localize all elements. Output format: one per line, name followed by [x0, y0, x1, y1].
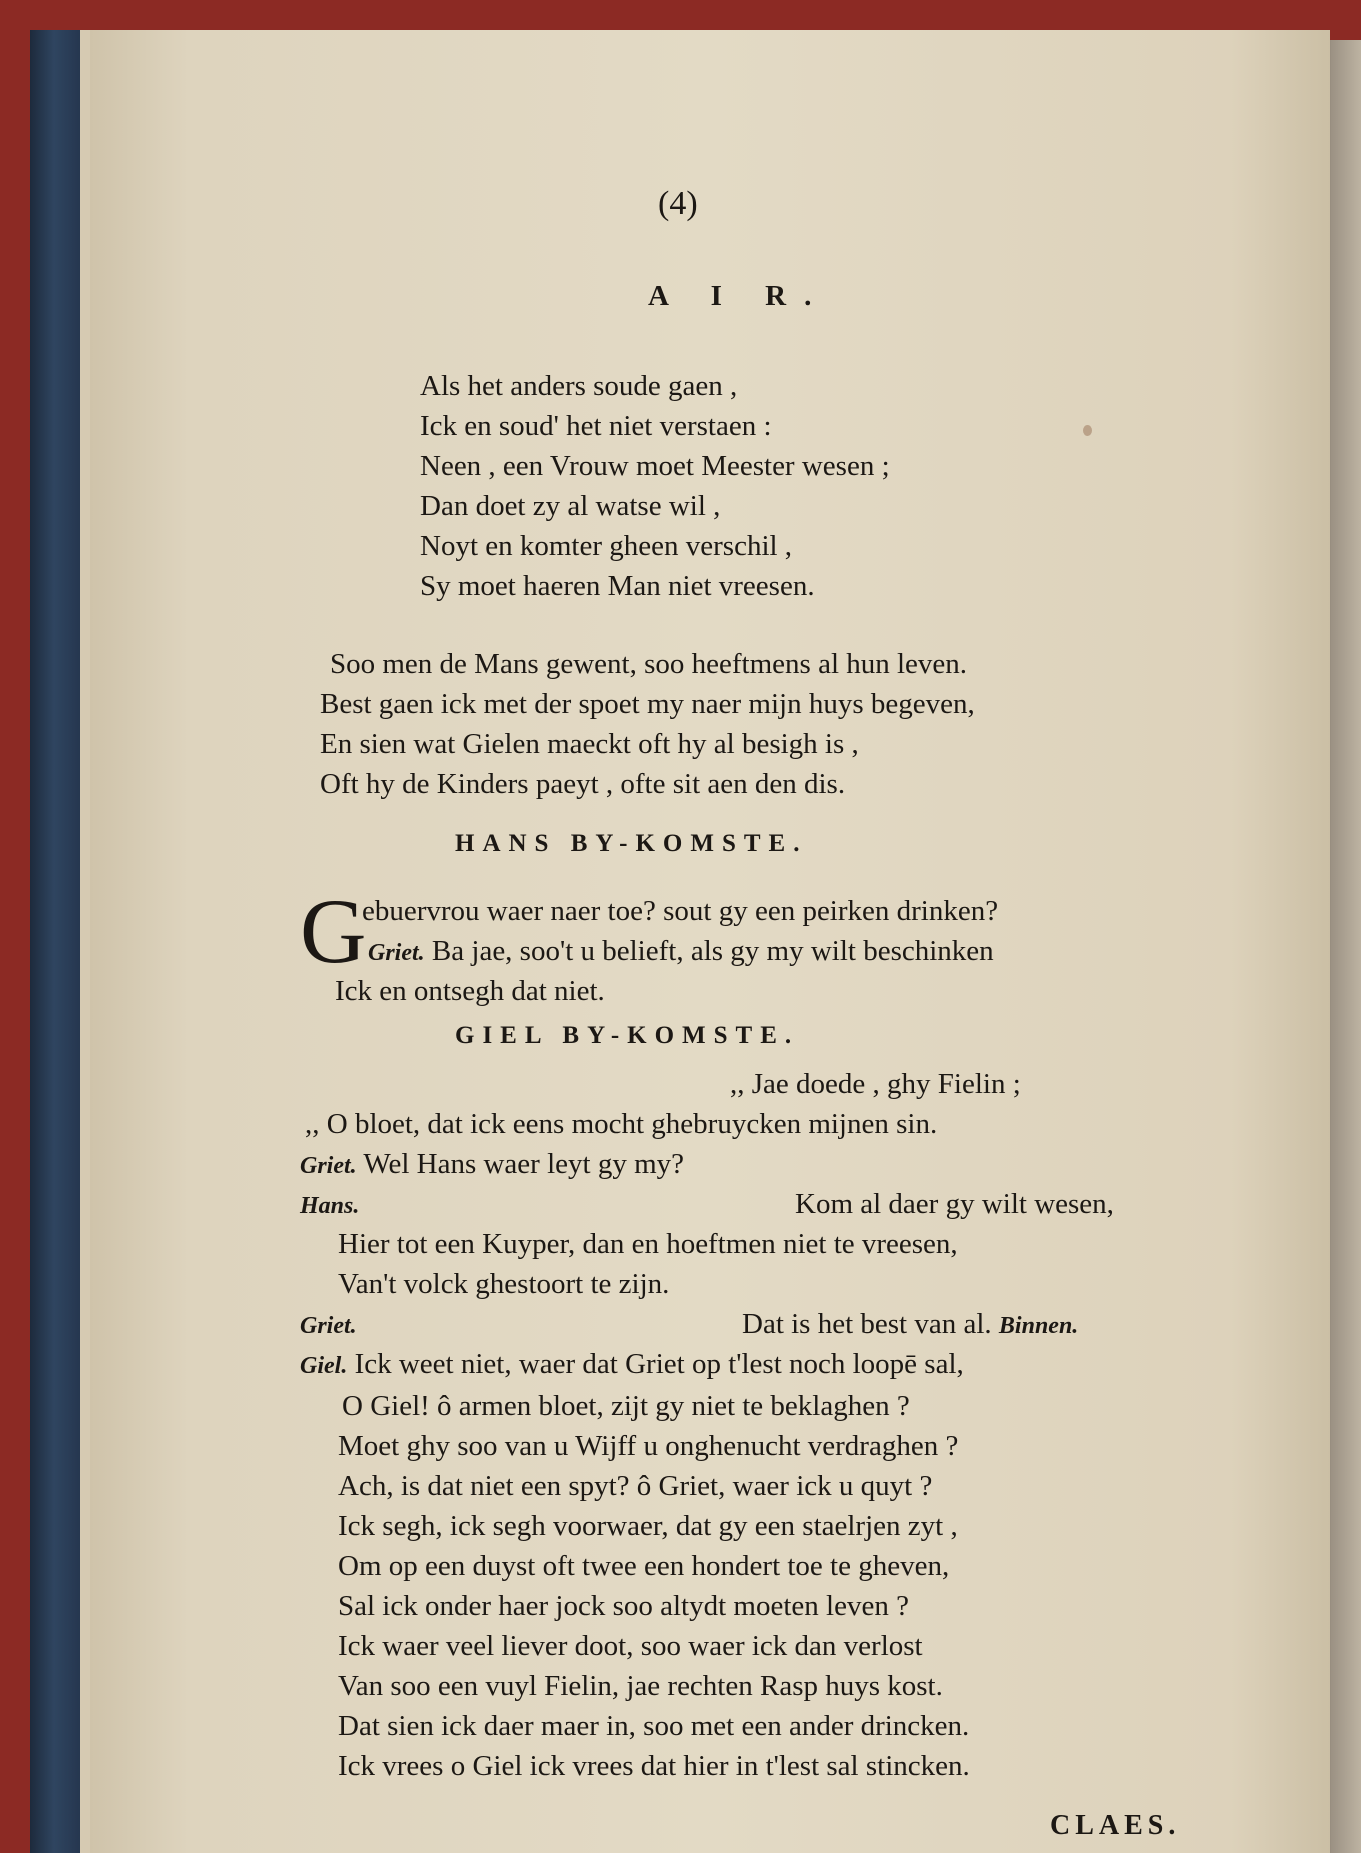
dialogue-text: ebuervrou waer naer toe? sout gy een peirken drinken?: [362, 895, 999, 927]
dialogue-text: Ick weet niet, waer dat Griet op t'lest noch loopē sal,: [354, 1348, 964, 1380]
drop-cap: G: [300, 880, 367, 982]
speech-line: Soo men de Mans gewent, soo heeftmens al hun leven.: [330, 648, 968, 680]
dialogue-text: Dat is het best van al.: [742, 1308, 992, 1340]
giel-heading: GIEL BY-KOMSTE.: [455, 1022, 800, 1049]
dialogue-line: Ach, is dat niet een spyt? ô Griet, waer ick u quyt ?: [338, 1470, 933, 1502]
dialogue-line: Ick vrees o Giel ick vrees dat hier in t'lest sal stincken.: [338, 1750, 970, 1782]
speech-line: Oft hy de Kinders paeyt , ofte sit aen den dis.: [320, 768, 846, 800]
air-heading: A I R.: [648, 280, 830, 312]
speaker-name: Griet.: [300, 1313, 357, 1339]
dialogue-line: Hier tot een Kuyper, dan en hoeftmen niet te vreesen,: [338, 1228, 958, 1260]
dialogue-line: O Giel! ô armen bloet, zijt gy niet te beklaghen ?: [342, 1390, 910, 1422]
dialogue-line: [300, 1348, 964, 1381]
verse-line: Ick en soud' het niet verstaen :: [420, 410, 772, 442]
dialogue-line: Ick segh, ick segh voorwaer, dat gy een staelrjen zyt ,: [338, 1510, 958, 1542]
dialogue-line: Dat sien ick daer maer in, soo met een ander drincken.: [338, 1710, 970, 1742]
dialogue-line: Kom al daer gy wilt wesen,: [795, 1188, 1114, 1220]
dialogue-line: Ick waer veel liever doot, soo waer ick dan verlost: [338, 1630, 923, 1662]
catchword: CLAES.: [1050, 1810, 1181, 1841]
stage-direction: Binnen.: [998, 1313, 1079, 1339]
verse-line: Dan doet zy al watse wil ,: [420, 490, 721, 522]
verse-line: Neen , een Vrouw moet Meester wesen ;: [420, 450, 890, 482]
speaker-name: Hans.: [300, 1193, 360, 1219]
verse-line: Noyt en komter gheen verschil ,: [420, 530, 793, 562]
dialogue-line: Sal ick onder haer jock soo altydt moeten leven ?: [338, 1590, 909, 1622]
dialogue-line: [300, 1188, 359, 1221]
verse-line: Als het anders soude gaen ,: [420, 370, 738, 402]
speaker-name: Griet.: [300, 1153, 357, 1179]
speech-line: En sien wat Gielen maeckt oft hy al besigh is ,: [320, 728, 859, 760]
dialogue-line: [368, 935, 994, 968]
dialogue-line: [300, 1308, 357, 1341]
dialogue-line: [335, 975, 605, 1008]
ink-stain: [1083, 425, 1092, 436]
dialogue-text: Ba jae, soo't u belieft, als gy my wilt beschinken: [431, 935, 994, 967]
dialogue-line: Om op een duyst oft twee een hondert toe te gheven,: [338, 1550, 950, 1582]
speaker-name: Griet.: [368, 940, 425, 966]
speech-line: Best gaen ick met der spoet my naer mijn huys begeven,: [320, 688, 975, 720]
page-number: (4): [658, 185, 698, 222]
verse-line: Sy moet haeren Man niet vreesen.: [420, 570, 815, 602]
dialogue-line: [300, 1148, 684, 1181]
dialogue-line: [362, 895, 998, 928]
speaker-name: Giel.: [300, 1353, 348, 1379]
dialogue-line: Moet ghy soo van u Wijff u onghenucht verdraghen ?: [338, 1430, 959, 1462]
dialogue-line: ,, O bloet, dat ick eens mocht ghebruycken mijnen sin.: [305, 1108, 938, 1140]
dialogue-line: ,, Jae doede , ghy Fielin ;: [730, 1068, 1021, 1100]
dialogue-text: Wel Hans waer leyt gy my?: [363, 1148, 684, 1180]
dialogue-line: Van't volck ghestoort te zijn.: [338, 1268, 670, 1300]
hans-heading: HANS BY-KOMSTE.: [455, 830, 808, 857]
dialogue-text: Ick en ontsegh dat niet.: [335, 975, 605, 1007]
dialogue-line: [742, 1308, 1078, 1341]
dialogue-line: Van soo een vuyl Fielin, jae rechten Rasp huys kost.: [338, 1670, 943, 1702]
